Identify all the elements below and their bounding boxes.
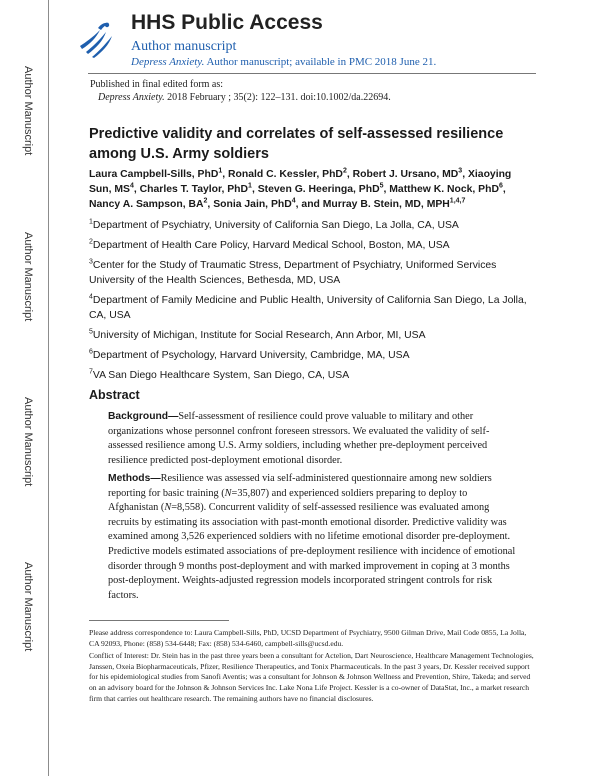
author-affiliation-mark: 1 [218,167,223,175]
affiliation-item [89,293,529,323]
author-affiliation-mark: 4 [129,182,134,190]
conflict-of-interest-note: Conflict of Interest: Dr. Stein has in the past three years been a consultant for Actelion, Dart Neuroscience, Healthcare Management Technologies, Janssen, Oxeia Biopharmaceuticals, Pfizer, Resilience Therapeutics, and Tonix Pharmaceuticals. In the past 3 years, Dr. Kessler received support for his epidemiological studies from Sanofi Aventis; was a consultant for Johnson & Johnson Wellness and Prevention, Shire, Takeda; and served on an advisory board for the Johnson & Johnson Services Inc. Lake Nona Life Project. Kessler is a co-owner of DataStat, Inc., a market research firm that carries out healthcare research. The remaining authors have no financial disclosures. [89,651,534,703]
author-name: Robert J. Ursano, MD [352,169,459,180]
author-name: Ronald C. Kessler, PhD [228,169,343,180]
affiliation-item [89,348,529,363]
background-lead: Background— [108,411,179,422]
affiliation-list [89,218,529,388]
affiliation-text: Department of Family Medicine and Public Health, University of California San Diego, La Jolla, CA, USA [89,295,527,321]
affiliation-text: University of Michigan, Institute for Social Research, Ann Arbor, MI, USA [92,330,426,341]
publication-citation-rest: 2018 February ; 35(2): 122–131. doi:10.1002/da.22694. [164,92,391,103]
affiliation-number: 4 [89,293,93,301]
author-name: Matthew K. Nock, PhD [389,184,499,195]
affiliation-number: 5 [89,328,93,336]
publication-citation [90,91,391,104]
author-affiliation-mark: 1,4,7 [449,197,466,205]
methods-text-3: =8,558). Concurrent validity of self-assessed resilience was evaluated among recruits by estimating its association with past-month emotional disorder. Predictive validity was examined among 3,526 experienced soldiers with no lifetime emotional disorder pre-deployment. Predictive models estimated associations of pre-deployment resilience with incidence of emotional disorder through 9 months post-deployment and with marked improvement in coping at 3 months post-deployment. Weights-adjusted regression models incorporated stringent controls for risk factors. [108,502,516,601]
author-affiliation-mark: 4 [291,197,296,205]
author-name: Charles T. Taylor, PhD [139,184,249,195]
published-label: Published in final edited form as: [90,79,224,90]
footnotes [89,628,534,706]
header-divider [88,73,536,74]
affiliation-text: Department of Psychiatry, University of California San Diego, La Jolla, CA, USA [92,220,459,231]
abstract-methods [108,472,518,603]
correspondence-note: Please address correspondence to: Laura Campbell-Sills, PhD, UCSD Department of Psychiatry, 9500 Gilman Drive, Mail Code 0855, La Jolla, CA 92093, Phone: (858) 534-6448; Fax: (858) 534-6460, campbell-sills@ucsd.edu. [89,628,527,648]
sidebar-label-2: Author Manuscript [22,232,34,322]
affiliation-item [89,258,529,288]
publication-journal: Depress Anxiety. [98,92,165,103]
affiliation-number: 7 [89,368,93,376]
affiliation-item [89,238,529,253]
abstract-background [108,410,518,468]
background-text: Self-assessment of resilience could prove valuable to military and other organizations whose personnel confront foreseen stressors. We evaluated the validity of self-assessed resilience among U.S. Army soldiers, including whether pre-deployment perceived resilience predicted post-deployment emotional disorder. [108,411,490,466]
affiliation-number: 3 [89,258,93,266]
author-name: Murray B. Stein, MD, MPH [322,199,450,210]
affiliation-text: VA San Diego Healthcare System, San Diego, CA, USA [92,370,350,381]
author-affiliation-mark: 1 [248,182,252,190]
header-journal: Depress Anxiety. [131,56,205,68]
methods-lead: Methods— [108,473,161,484]
sidebar-label-4: Author Manuscript [22,562,34,652]
header-citation-rest: Author manuscript; available in PMC 2018 June 21. [204,56,437,68]
affiliation-text: Department of Health Care Policy, Harvard Medical School, Boston, MA, USA [92,240,450,251]
author-name: Xiaoying Sun, MS [89,169,512,195]
author-list: Laura Campbell-Sills, PhD$^1$, Ronald C. Kessler, PhD$^2$, Robert J. Ursano, $MD^3$, Xiaoying Sun, $MS^4$, Charles T. Taylor, PhD$^1$, Steven G. Heeringa, PhD$^5$, Matthew K. Nock, PhD$^6$, Nancy A. Sampson, $BA^2$, Sonia Jain, PhD$^4$, and Murray B. Stein, MD, MPH$^{1,4,7}$ [89,167,512,210]
affiliation-item [89,368,529,383]
hhs-eagle-logo [74,16,118,60]
affiliation-number: 1 [89,218,93,226]
affiliation-number: 6 [89,348,93,356]
author-affiliation-mark: 5 [379,182,384,190]
affiliation-item [89,328,529,343]
publication-info [90,78,391,104]
author-name: Laura Campbell-Sills, PhD [89,169,219,180]
author-name: Steven G. Heeringa, PhD [257,184,380,195]
sidebar-label-3: Author Manuscript [22,397,34,487]
author-affiliation-mark: 6 [498,182,503,190]
manuscript-sidebar [0,0,49,776]
author-name: Nancy A. Sampson, BA [89,199,204,210]
author-affiliation-mark: 2 [342,167,347,175]
pmc-citation [131,56,436,68]
footnote-divider [89,620,229,621]
affiliation-text: Department of Psychology, Harvard University, Cambridge, MA, USA [92,350,410,361]
methods-text-2: =35,807) and experienced soldiers preparing to deploy to Afghanistan ( [108,487,468,514]
methods-n-1: N [224,487,232,499]
abstract-heading: Abstract [89,388,140,402]
affiliation-item [89,218,529,233]
author-manuscript-label: Author manuscript [131,39,237,54]
author-name: Sonia Jain, PhD [213,199,292,210]
methods-text-1: Resilience was assessed via self-administered questionnaire among new soldiers reporting for basic training ( [108,473,492,499]
methods-n-2: N [164,502,172,514]
hhs-title: HHS Public Access [131,11,323,34]
sidebar-label-1: Author Manuscript [22,66,34,156]
affiliation-number: 2 [89,238,93,246]
author-affiliation-mark: 3 [458,167,463,175]
author-affiliation-mark: 2 [203,197,208,205]
paper-title: Predictive validity and correlates of self-assessed resilience among U.S. Army soldiers [89,126,504,162]
affiliation-text: Center for the Study of Traumatic Stress, Department of Psychiatry, Uniformed Services University of the Health Sciences, Bethesda, MD, USA [89,260,497,286]
